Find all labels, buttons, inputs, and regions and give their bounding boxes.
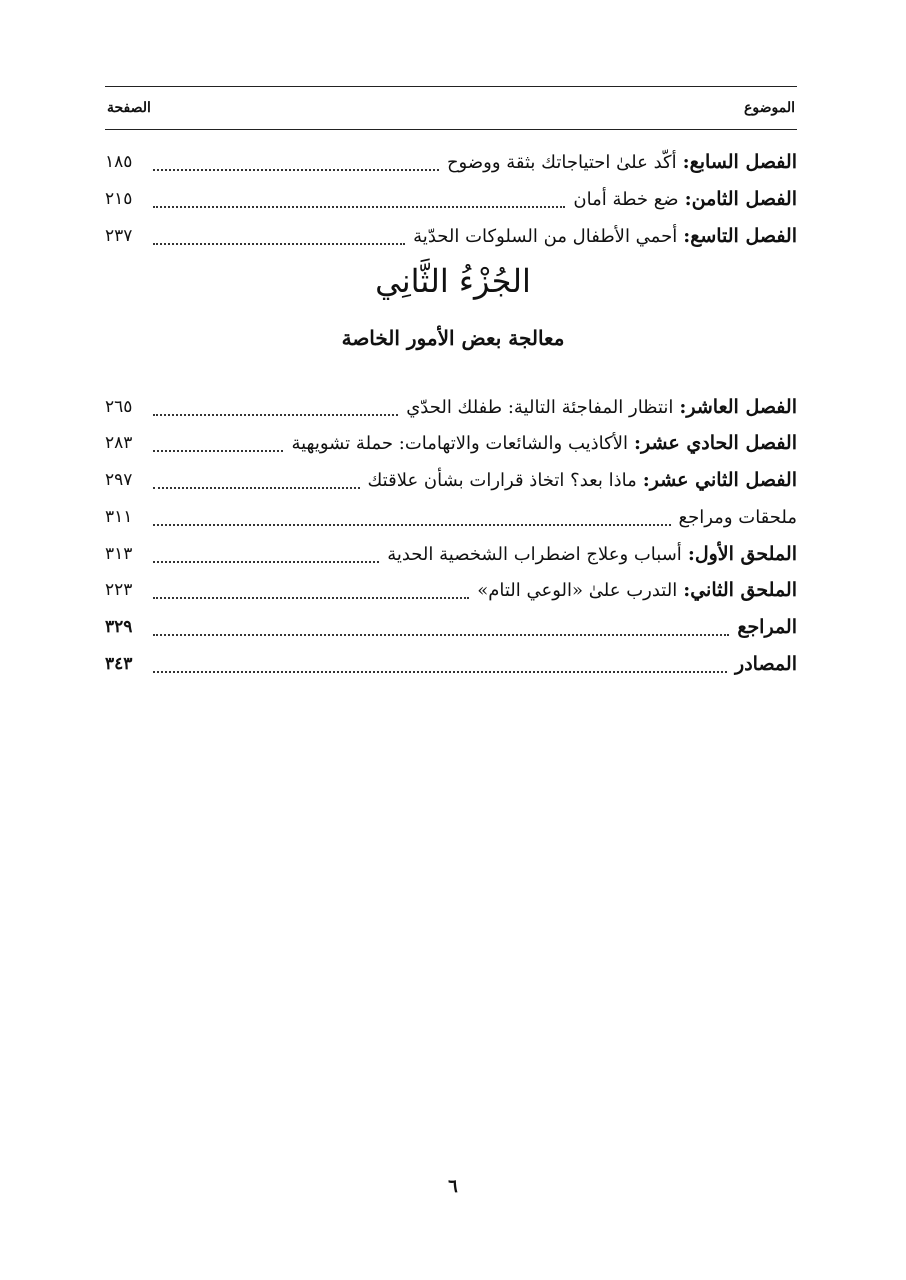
chapter-label: الفصل الثاني عشر:	[642, 469, 797, 491]
dot-leader	[153, 597, 469, 599]
page-number: ٢٨٣	[105, 433, 133, 453]
toc-entry-chapter-12[interactable]	[105, 462, 797, 498]
page-number: ٣١١	[105, 507, 133, 527]
dot-leader	[153, 450, 283, 452]
page-number: ٢٢٣	[105, 580, 133, 600]
page-number: ٢٣٧	[105, 226, 133, 246]
section-title: ملحقات ومراجع	[678, 506, 797, 528]
chapter-label: الفصل الثامن:	[684, 188, 797, 210]
toc-entry-appendices-and-references[interactable]	[105, 499, 797, 535]
toc-entry-appendix-1[interactable]	[105, 536, 797, 572]
dot-leader	[153, 524, 671, 526]
dot-leader	[153, 414, 398, 416]
appendix-title: التدرب علىٰ «الوعي التام»	[477, 579, 678, 601]
page-number: ٢٩٧	[105, 470, 133, 490]
sources-label: المصادر	[735, 653, 797, 675]
dot-leader	[153, 243, 405, 245]
toc-entry-chapter-7[interactable]	[105, 144, 797, 180]
dot-leader	[153, 561, 379, 563]
toc-entry-chapter-8[interactable]	[105, 181, 797, 217]
page-number: ٢١٥	[105, 189, 133, 209]
appendix-title: أسباب وعلاج اضطراب الشخصية الحدية	[387, 543, 682, 565]
chapter-title: ماذا بعد؟ اتخاذ قرارات بشأن علاقتك	[367, 469, 637, 491]
appendix-label: الملحق الثاني:	[683, 579, 797, 601]
toc-entry-sources[interactable]	[105, 646, 797, 682]
dot-leader	[153, 671, 727, 673]
dot-leader	[153, 206, 565, 208]
toc-entry-chapter-9[interactable]	[105, 218, 797, 254]
chapter-label: الفصل العاشر:	[679, 396, 797, 418]
page-number: ٣٤٣	[105, 654, 133, 674]
page-number: ٣٢٩	[105, 617, 133, 637]
chapter-title: الأكاذيب والشائعات والاتهامات: حملة تشويهية	[291, 432, 628, 454]
chapter-label: الفصل السابع:	[682, 151, 797, 173]
toc-header	[105, 86, 797, 130]
chapter-title: أحمي الأطفال من السلوكات الحدّية	[413, 225, 678, 247]
toc-entry-chapter-11[interactable]	[105, 425, 797, 461]
chapter-label: الفصل الحادي عشر:	[633, 432, 797, 454]
footer-page-number: ٦	[448, 1176, 458, 1197]
dot-leader	[153, 487, 360, 489]
chapter-title: انتظار المفاجئة التالية: طفلك الحدّي	[406, 396, 674, 418]
page-number: ٣١٣	[105, 544, 133, 564]
dot-leader	[153, 634, 729, 636]
part-two-subtitle: معالجة بعض الأمور الخاصة	[341, 326, 565, 350]
part-two-title: الجُزْءُ الثَّانِي	[375, 262, 531, 300]
toc-entry-chapter-10[interactable]	[105, 389, 797, 425]
dot-leader	[153, 169, 439, 171]
appendix-label: الملحق الأول:	[687, 543, 797, 565]
page-number: ١٨٥	[105, 152, 133, 172]
page-number: ٢٦٥	[105, 397, 133, 417]
toc-entry-appendix-2[interactable]	[105, 572, 797, 608]
chapter-title: ضع خطة أمان	[573, 188, 679, 210]
subject-column-label: الموضوع	[744, 100, 795, 116]
toc-entry-references[interactable]	[105, 609, 797, 645]
page-column-label: الصفحة	[107, 100, 151, 116]
chapter-title: أكّد علىٰ احتياجاتك بثقة ووضوح	[446, 151, 677, 173]
references-label: المراجع	[737, 616, 797, 638]
chapter-label: الفصل التاسع:	[683, 225, 797, 247]
